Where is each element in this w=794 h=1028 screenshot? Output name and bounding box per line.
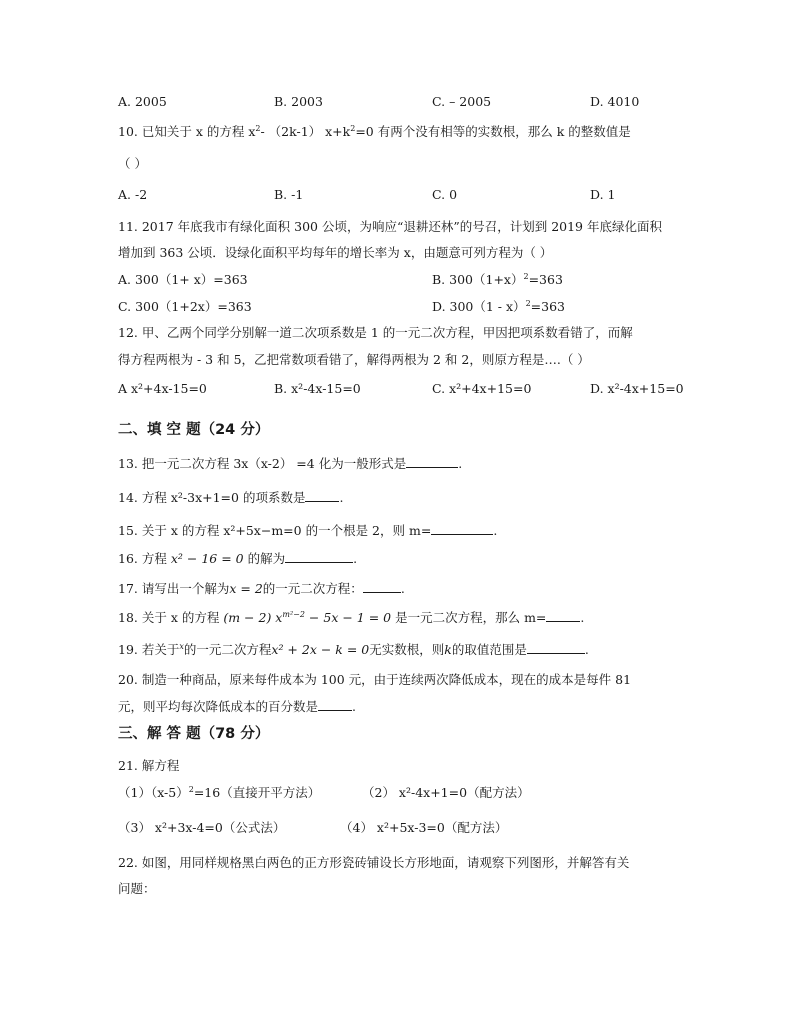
q14: 14. 方程 x²-3x+1=0 的项系数是 . xyxy=(118,490,344,505)
q10-stem: 10. 已知关于 x 的方程 $x^2-$ （2k-1） $x+k^2=0$ 有两个没有相等的实数根，那么 k 的整数值是 xyxy=(118,123,631,139)
q16: 16. 方程 x² − 16 = 0 的解为 . xyxy=(118,551,358,566)
q9-option-a: A. 2005 xyxy=(118,94,167,109)
q9-option-d: D. 4010 xyxy=(590,94,640,109)
section-answer-title: 三、解 答 题（78 分） xyxy=(118,726,270,742)
section-fill-in-title: 二、填 空 题（24 分） xyxy=(118,422,270,438)
q11-option-a: A. 300（1+ x）=363 xyxy=(118,272,248,287)
q12-option-d: D. x²-4x+15=0 xyxy=(590,381,684,396)
q18: 18. 关于 x 的方程 (m − 2) $x^{m^2-2} - 5x - 1 = 0$ 是一元二次方程，那么 m= . xyxy=(118,609,585,625)
q13-blank[interactable] xyxy=(406,455,458,468)
q21-part1: $(1)(x-5)^2=16$（直接开平方法） xyxy=(118,784,321,800)
q18-blank[interactable] xyxy=(546,609,580,622)
q17: 17. 请写出一个解为x = 2的一元二次方程： . xyxy=(118,581,405,596)
q15-blank[interactable] xyxy=(431,522,493,535)
q10-option-a: A. -2 xyxy=(118,187,148,202)
q22-stem-line1: 22. 如图，用同样规格黑白两色的正方形瓷砖铺设长方形地面，请观察下列图形，并解答有关 xyxy=(118,855,630,870)
q19-blank[interactable] xyxy=(527,641,585,654)
q9-option-b: B. 2003 xyxy=(274,94,323,109)
q12-option-c: C. x²+4x+15=0 xyxy=(432,381,532,396)
q10-option-c: C. 0 xyxy=(432,187,458,202)
q21-part2: （2） x²-4x+1=0（配方法） xyxy=(362,785,530,800)
q16-blank[interactable] xyxy=(285,550,353,563)
q11-option-d: D. 300（1 - x）$^2$=363 xyxy=(432,298,565,314)
q11-stem-line2: 增加到 363 公顷．设绿化面积平均每年的增长率为 x，由题意可列方程为（ ） xyxy=(118,245,553,260)
q12-option-b: B. x²-4x-15=0 xyxy=(274,381,361,396)
q15: 15. 关于 x 的方程 x²+5x−m=0 的一个根是 2，则 m= . xyxy=(118,523,498,538)
q10-option-d: D. 1 xyxy=(590,187,616,202)
q20-line1: 20. 制造一种商品，原来每件成本为 100 元，由于连续两次降低成本，现在的成本是每件 81 xyxy=(118,672,632,687)
q12-stem-line1: 12. 甲、乙两个同学分别解一道二次项系数是 1 的一元二次方程，甲因把项系数看错了，而解 xyxy=(118,325,633,340)
q11-option-c: C. 300（1+2x）=363 xyxy=(118,299,252,314)
q10-answer-paren: （ ） xyxy=(118,156,147,171)
q20-line2: 元，则平均每次降低成本的百分数是 . xyxy=(118,699,356,714)
q21-title: 21. 解方程 xyxy=(118,758,180,773)
q10-option-b: B. -1 xyxy=(274,187,304,202)
q9-option-c: C. – 2005 xyxy=(432,94,492,109)
q12-option-a: A x²+4x-15=0 xyxy=(118,381,207,396)
q13: 13. 把一元二次方程 3x（x-2） =4 化为一般形式是 . xyxy=(118,456,463,471)
q14-blank[interactable] xyxy=(305,489,339,502)
q21-part4: （4） x²+5x-3=0（配方法） xyxy=(340,820,508,835)
q21-part3: （3） x²+3x-4=0（公式法） xyxy=(118,820,286,835)
q17-blank[interactable] xyxy=(363,580,401,593)
q22-stem-line2: 问题： xyxy=(118,881,156,896)
q11-option-b: B. $300(1+x)^2=363$ xyxy=(432,271,563,287)
q11-stem-line1: 11. 2017 年底我市有绿化面积 300 公顷，为响应“退耕还林”的号召，计划到 2019 年底绿化面积 xyxy=(118,219,662,234)
q19: 19. 若关于$^x$的一元二次方程x² + 2x − k = 0无实数根，则k的取值范围是 . xyxy=(118,641,589,657)
q12-stem-line2: 得方程两根为 - 3 和 5，乙把常数项看错了，解得两根为 2 和 2，则原方程是….（ ） xyxy=(118,352,590,367)
q20-blank[interactable] xyxy=(318,698,352,711)
